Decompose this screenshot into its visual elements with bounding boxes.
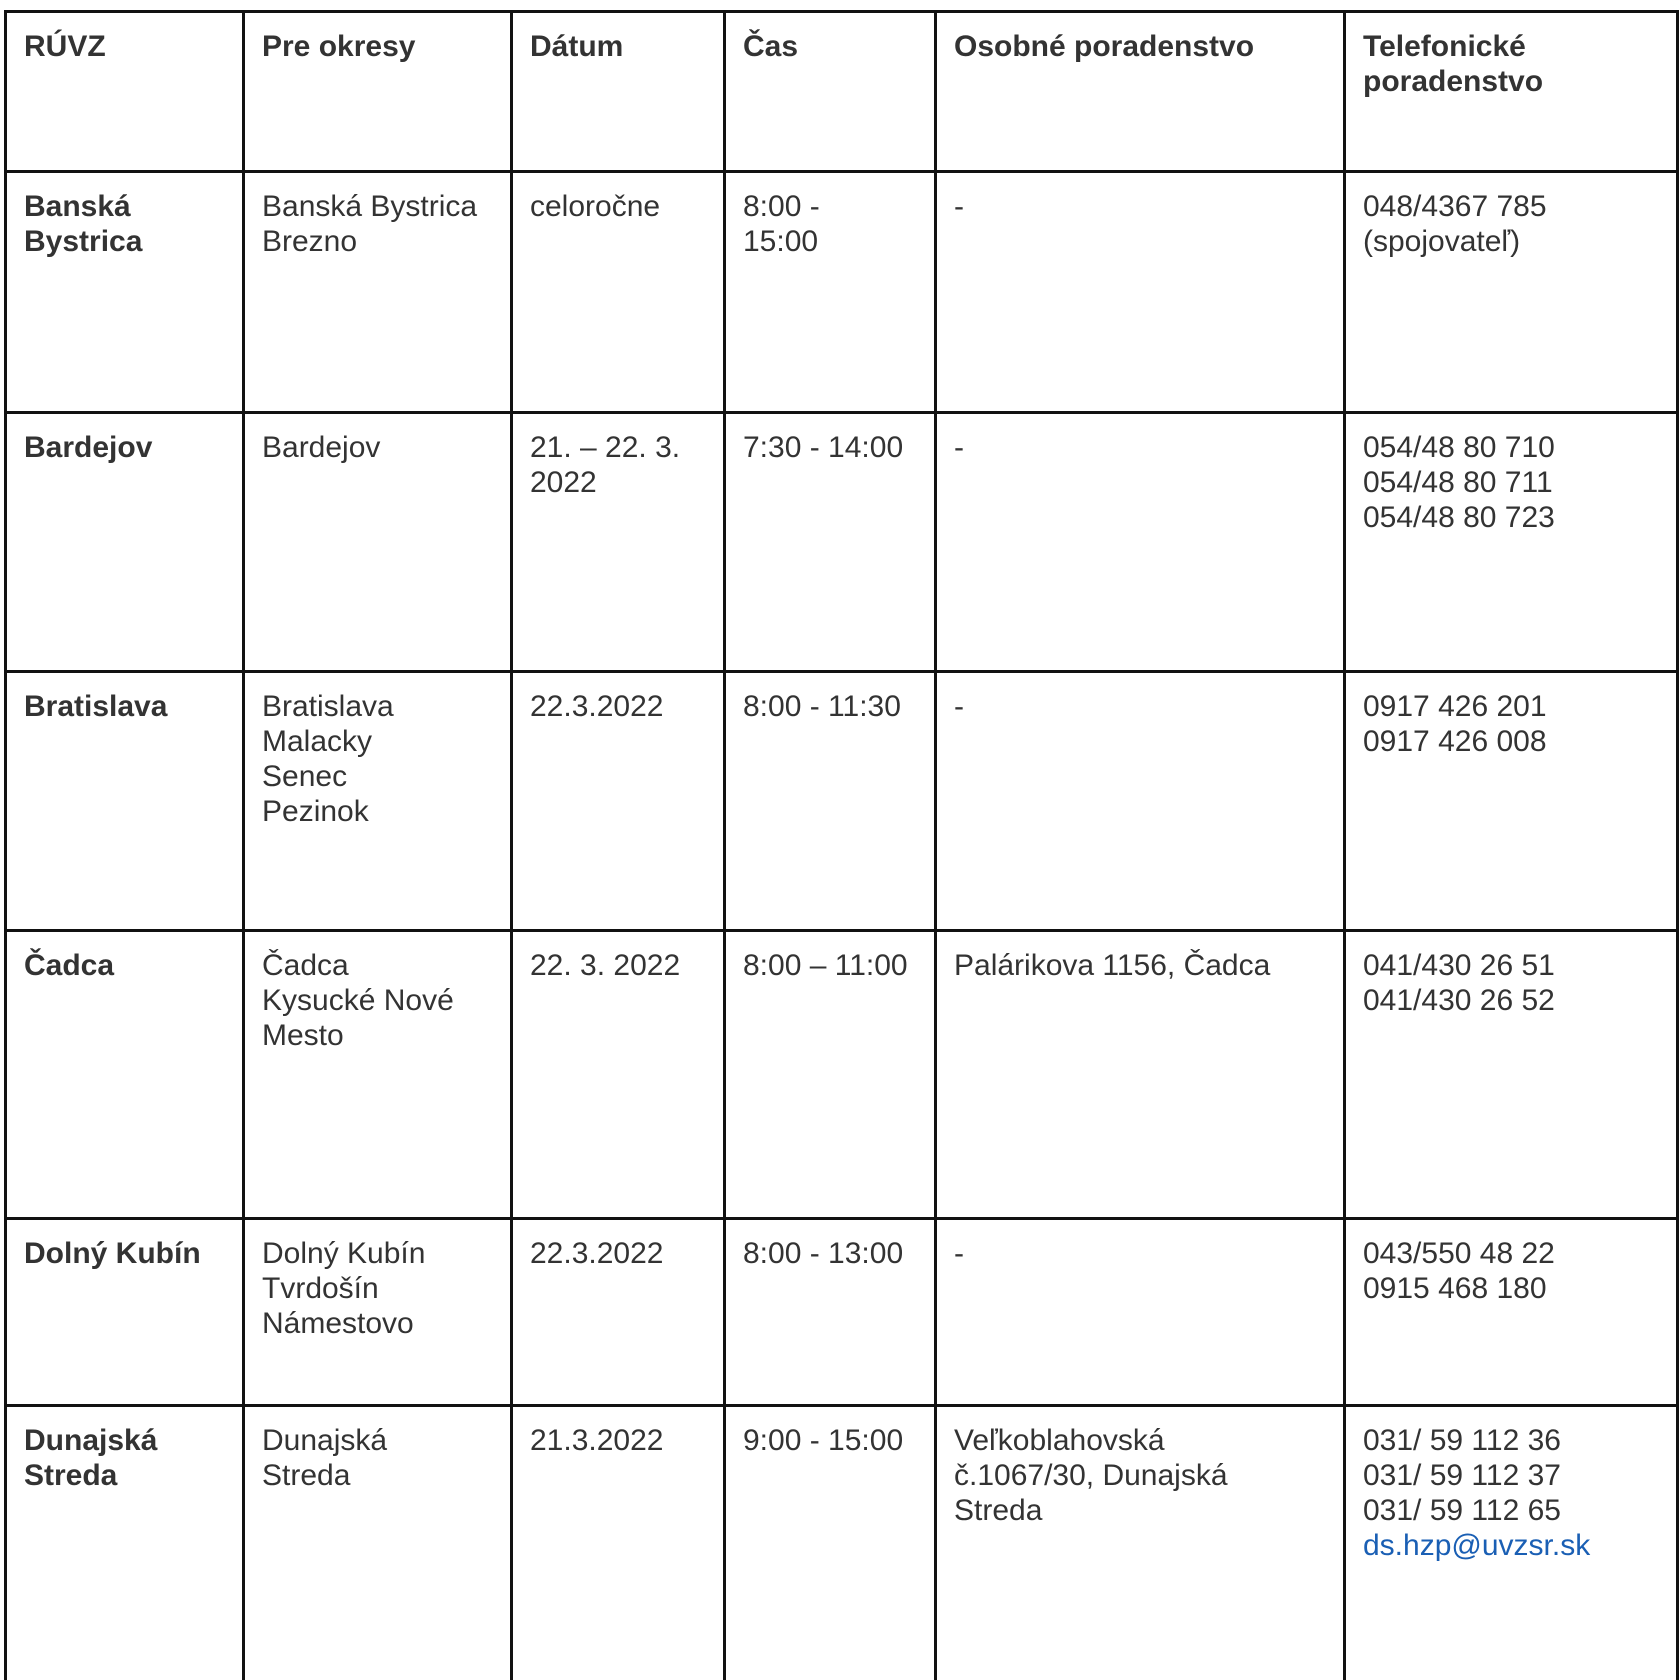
- cell-osobne: -: [936, 1219, 1345, 1406]
- cell-cas: 8:00 - 13:00: [725, 1219, 936, 1406]
- cell-okresy: Banská Bystrica Brezno: [244, 172, 512, 413]
- table-row: [6, 1219, 1678, 1406]
- header-row: [6, 12, 1678, 172]
- email-link[interactable]: ds.hzp@uvzsr.sk: [1363, 1529, 1591, 1562]
- cell-telefon: 043/550 48 22 0915 468 180: [1345, 1219, 1678, 1406]
- cell-datum: 21. – 22. 3. 2022: [512, 413, 725, 672]
- cell-datum: 22.3.2022: [512, 672, 725, 931]
- cell-cas: 8:00 – 11:00: [725, 931, 936, 1219]
- cell-ruvz: Dolný Kubín: [6, 1219, 244, 1406]
- cell-osobne: -: [936, 413, 1345, 672]
- cell-cas: 8:00 - 15:00: [725, 172, 936, 413]
- cell-telefon: 0917 426 201 0917 426 008: [1345, 672, 1678, 931]
- cell-ruvz: Bratislava: [6, 672, 244, 931]
- cell-ruvz: Dunajská Streda: [6, 1406, 244, 1680]
- cell-datum: celoročne: [512, 172, 725, 413]
- cell-cas: 7:30 - 14:00: [725, 413, 936, 672]
- table-row: [6, 413, 1678, 672]
- cell-cas: 8:00 - 11:30: [725, 672, 936, 931]
- cell-okresy: Dunajská Streda: [244, 1406, 512, 1680]
- cell-osobne: Veľkoblahovská č.1067/30, Dunajská Streda: [936, 1406, 1345, 1680]
- cell-cas: 9:00 - 15:00: [725, 1406, 936, 1680]
- cell-osobne: Palárikova 1156, Čadca: [936, 931, 1345, 1219]
- cell-okresy: Bardejov: [244, 413, 512, 672]
- cell-okresy: Bratislava Malacky Senec Pezinok: [244, 672, 512, 931]
- cell-telefon: 054/48 80 710 054/48 80 711 054/48 80 723: [1345, 413, 1678, 672]
- advisory-schedule-table: [4, 10, 1679, 1680]
- cell-osobne: -: [936, 672, 1345, 931]
- cell-telefon-with-email: [1345, 1406, 1678, 1680]
- cell-telefon: 031/ 59 112 36 031/ 59 112 37 031/ 59 112 65: [1363, 1424, 1561, 1527]
- table-row: [6, 931, 1678, 1219]
- table-row: [6, 1406, 1678, 1680]
- cell-ruvz: Čadca: [6, 931, 244, 1219]
- cell-datum: 22. 3. 2022: [512, 931, 725, 1219]
- header-ruvz: RÚVZ: [6, 12, 244, 172]
- table-row: [6, 672, 1678, 931]
- header-osobne-poradenstvo: Osobné poradenstvo: [936, 12, 1345, 172]
- cell-datum: 21.3.2022: [512, 1406, 725, 1680]
- table-row: [6, 172, 1678, 413]
- cell-ruvz: Banská Bystrica: [6, 172, 244, 413]
- header-telefonicke-poradenstvo: Telefonické poradenstvo: [1345, 12, 1678, 172]
- header-pre-okresy: Pre okresy: [244, 12, 512, 172]
- header-cas: Čas: [725, 12, 936, 172]
- cell-telefon: 041/430 26 51 041/430 26 52: [1345, 931, 1678, 1219]
- header-datum: Dátum: [512, 12, 725, 172]
- cell-okresy: Dolný Kubín Tvrdošín Námestovo: [244, 1219, 512, 1406]
- cell-datum: 22.3.2022: [512, 1219, 725, 1406]
- cell-okresy: Čadca Kysucké Nové Mesto: [244, 931, 512, 1219]
- cell-osobne: -: [936, 172, 1345, 413]
- cell-telefon: 048/4367 785 (spojovateľ): [1345, 172, 1678, 413]
- cell-ruvz: Bardejov: [6, 413, 244, 672]
